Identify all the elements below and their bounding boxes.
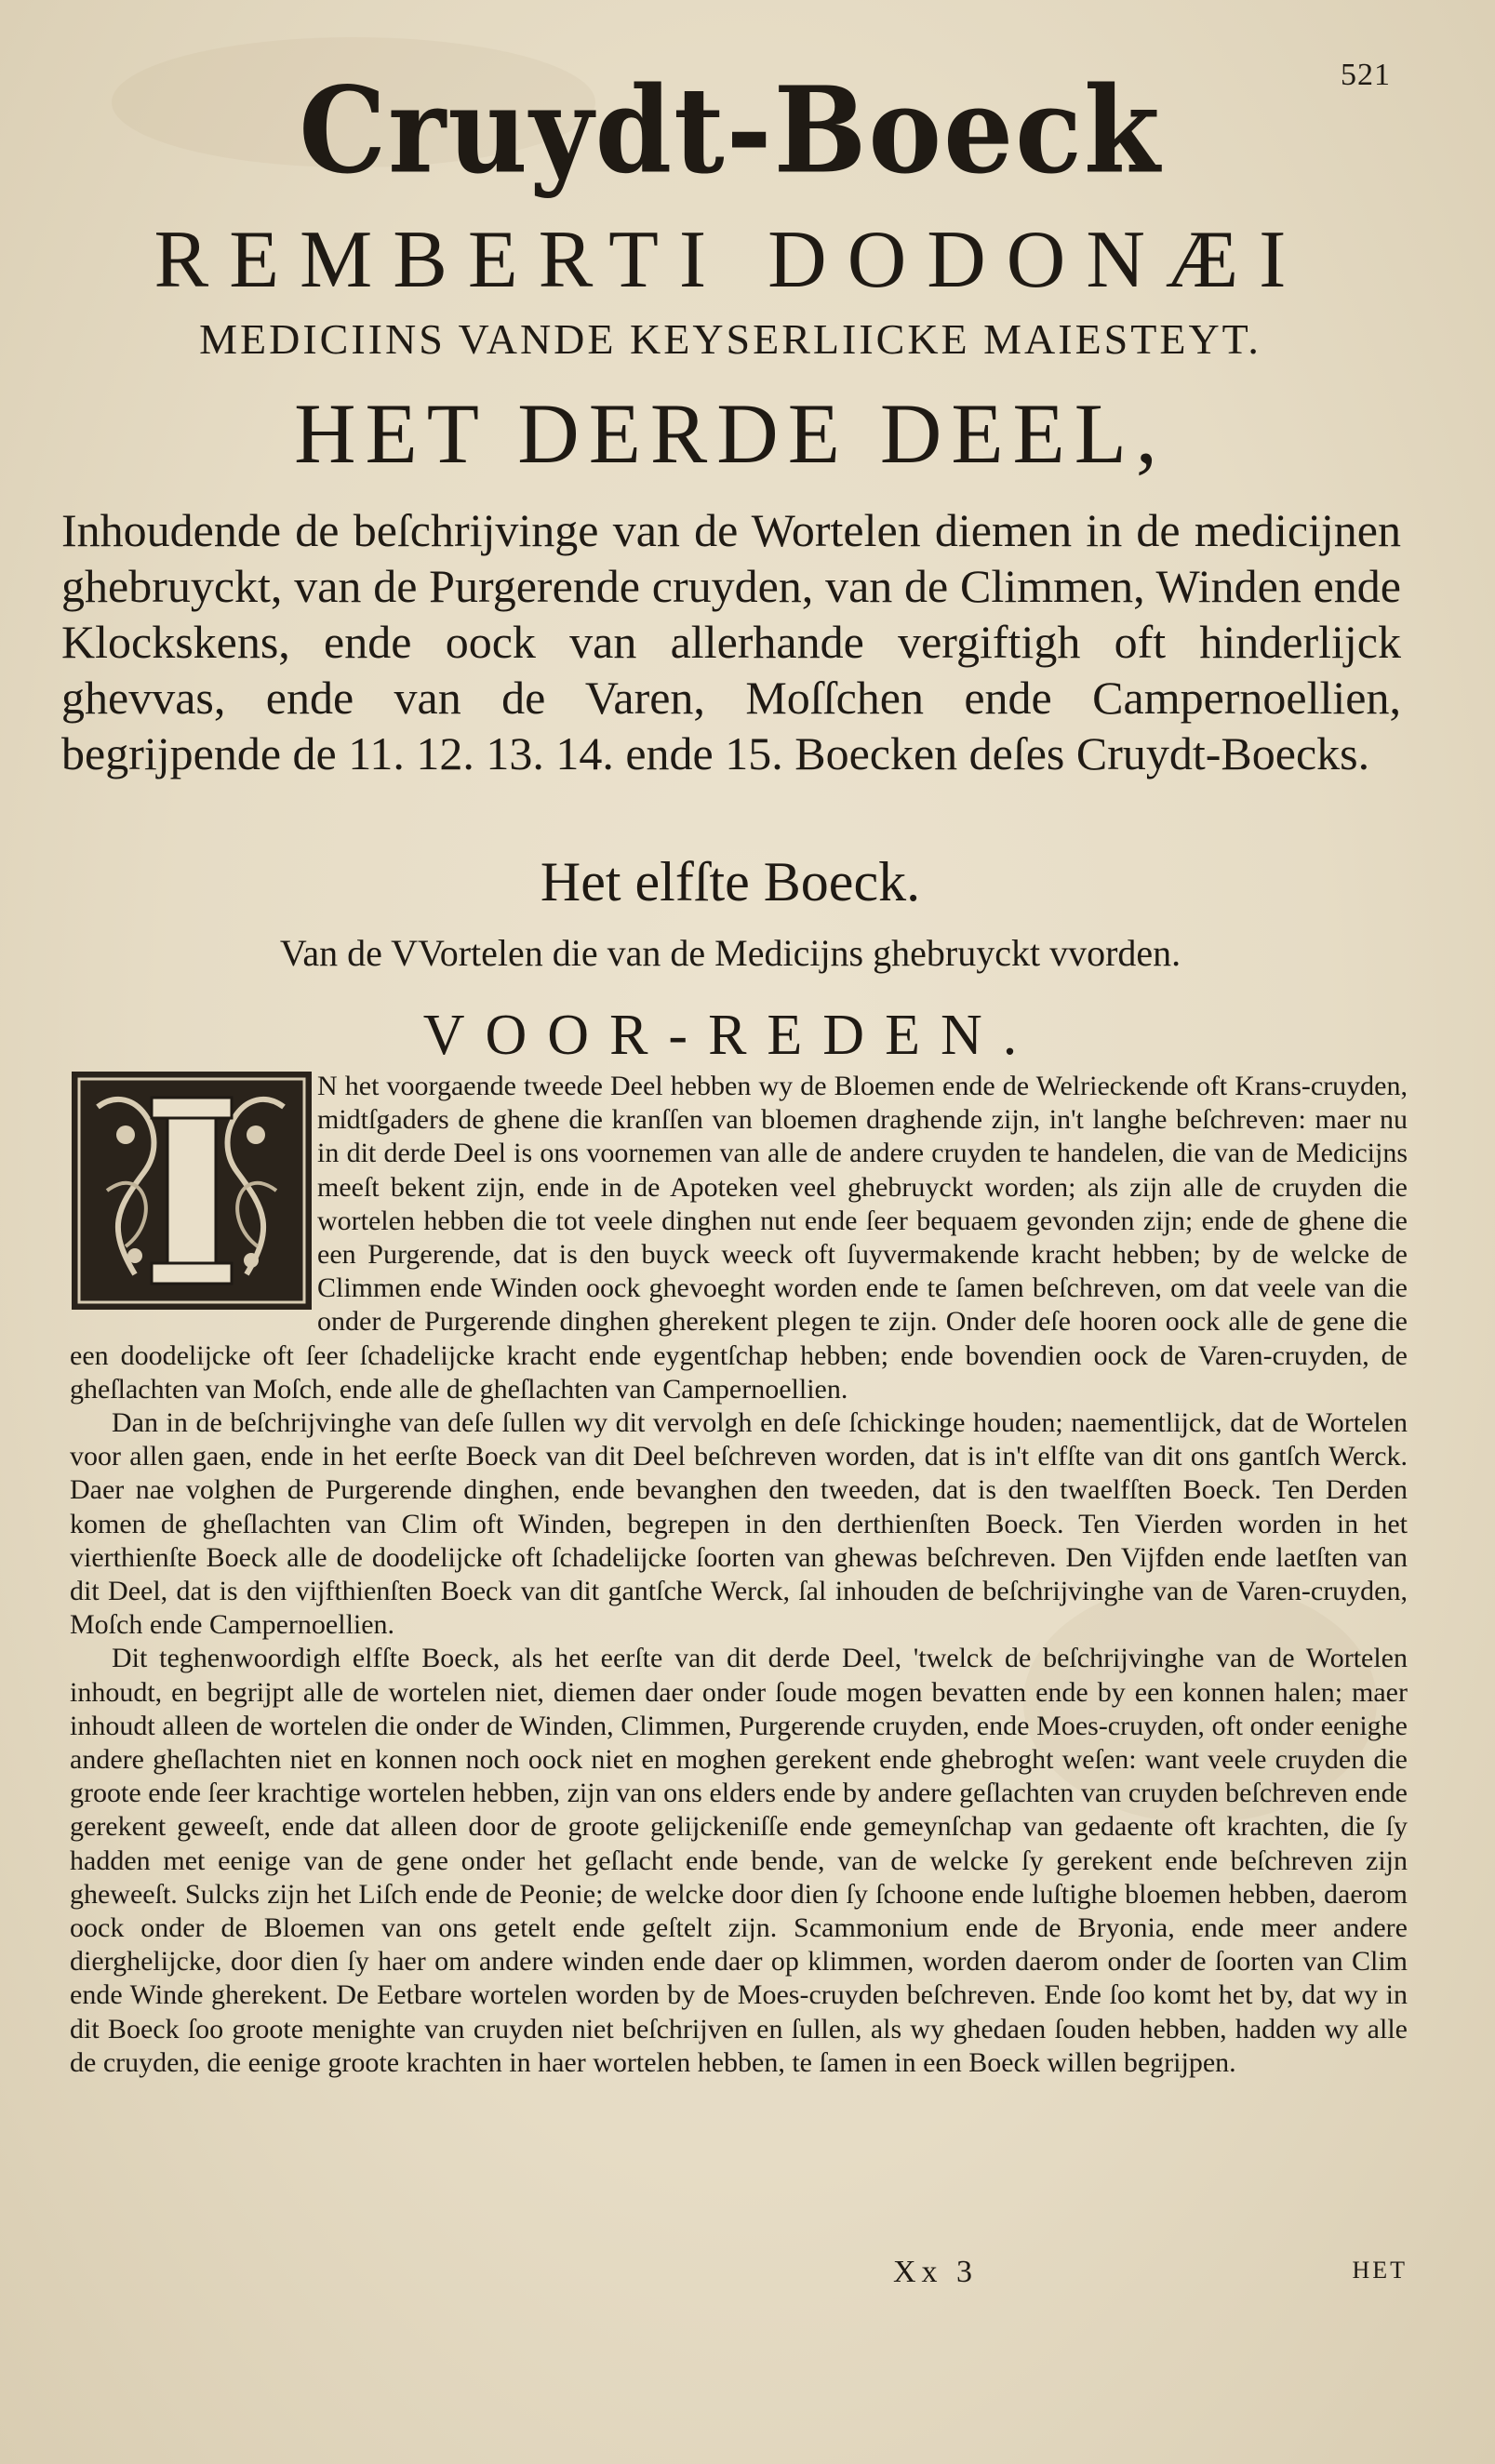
author-name: REMBERTI DODONÆI	[154, 215, 1307, 305]
part-title: HET DERDE DEEL,	[294, 386, 1167, 481]
preface-heading: VOOR-REDEN.	[422, 1004, 1038, 1067]
preface-paragraph: N het voorgaende tweede Deel hebben wy de Bloemen ende de Welrieckende oft Krans-cruyden, midtſgaders de ghene die kranſſen van bloemen draghende zijn, in't langhe beſchreven: maer nu in dit derde Deel is ons voornemen van alle de andere cruyden te handelen, die van de Medicijns meeſt bekent zijn, ende in de Apoteken veel ghebruyckt worden; als zijn alle de cruyden die wortelen hebben die tot veele dinghen nut ende ſeer bequaem gevonden zijn; ende de ghene die een Purgerende, dat is den buyck weeck oft ſuyvermakende kracht hebben; by de welcke de Climmen ende Winden oock ghevoeght worden ende te ſamen beſchreven, om dat veele van die onder de Purgerende dinghen gherekent plegen te zijn. Onder deſe hooren oock alle de gene die een doodelijcke oft ſeer ſchadelijcke kracht ende eygentſchap hebben; ende bovendien oock de Varen-cruyden, de gheſlachten van Moſch, ende alle de gheſlachten van Campernoellien.	[70, 1071, 1408, 1405]
preface-paragraph: Dan in de beſchrijvinghe van deſe ſullen wy dit vervolgh en deſe ſchickinge houden; naementlijck, dat de Wortelen voor allen gaen, ende in het eerſte Boeck van dit Deel beſchreven worden, dat is in't elfſte van dit ons gantſch Werck. Daer nae volghen de Purgerende dinghen, ende bevanghen den tweeden, dat is den twaelfſten Boeck. Ten Derden komen de gheſlachten van Clim oft Winden, begrepen in den derthienſten Boeck. Ten Vierden worden in het vierthienſte Boeck alle de doodelijcke oft ſchadelijcke ſoorten van ghewas beſchreven. Den Vijfden ende laetſten van dit Deel, dat is den vijfthienſten Boeck van dit gantſche Werck, ſal inhouden de beſchrijvinghe van de Varen-cruyden, Moſch ende Campernoellien.	[70, 1407, 1408, 1641]
signature-mark: Xx 3	[893, 2255, 979, 2289]
chapter-title: Het elfſte Boeck.	[540, 851, 921, 912]
chapter-subtitle: Van de VVortelen die van de Medicijns ghebruyckt vvorden.	[279, 932, 1181, 974]
page-number: 521	[1341, 58, 1391, 92]
catchword: HET	[1352, 2257, 1408, 2284]
author-subtitle: MEDICIINS VANDE KEYSERLIICKE MAIESTEYT.	[199, 315, 1261, 363]
preface-paragraph: Dit teghenwoordigh elfſte Boeck, als het eerſte van dit derde Deel, 'twelck de beſchrijvinghe van de Wortelen inhoudt, en begrijpt alle de wortelen niet, diemen daer onder ſoude mogen bevatten ende by een konnen halen; maer inhoudt alleen de wortelen die onder de Winden, Climmen, Purgerende cruyden, ende Moes-cruyden, oft onder eenighe andere gheſlachten niet en konnen noch oock niet en moghen gerekent ende ghebroght weſen: want veele cruyden die groote ende ſeer krachtige wortelen hebben, zijn van ons elders ende by andere geſlachten van cruyden beſchreven ende gerekent geweeſt, ende dat alleen door de groote gelijckeniſſe ende gemeynſchap van gedaente oft krachten, die ſy hadden met eenige van de gene onder het geſlacht ende bende, van de welcke ſy gerekent ende beſchreven zijn gheweeſt. Sulcks zijn het Liſch ende de Peonie; de welcke door dien ſy ſchoone ende luſtighe bloemen hebben, daerom oock onder de Bloemen van ons getelt ende geſtelt zijn. Scammonium ende de Bryonia, ende meer andere dierghelijcke, door dien ſy haer om andere winden ende daer op klimmen, worden daerom onder de ſoorten van Clim ende Winde gherekent. De Eetbare wortelen worden by de Moes-cruyden beſchreven. Ende ſoo komt het by, dat wy in dit Boeck ſoo groote menighte van cruyden niet beſchrijven en ſullen, als wy ghedaen ſouden hebben, hadden wy alle de cruyden, die eenige groote krachten in haer wortelen hebben, te ſamen in een Boeck willen begrijpen.	[70, 1643, 1408, 2078]
decorated-initial-i-icon	[70, 1070, 314, 1312]
part-description: Inhoudende de beſchrijvinge van de Wortelen diemen in de medicijnen ghebruyckt, van de Purgerende cruyden, van de Climmen, Winden ende Klockskens, ende oock van allerhande vergiftigh oft hinderlijck ghevvas, ende van de Varen, Moſſchen ende Campernoellien, begrijpende de 11. 12. 13. 14. ende 15. Boecken deſes Cruydt-Boecks.	[61, 504, 1401, 779]
preface-body	[70, 1070, 1408, 2080]
book-title-blackletter: Cruydt-Boeck	[299, 60, 1162, 200]
